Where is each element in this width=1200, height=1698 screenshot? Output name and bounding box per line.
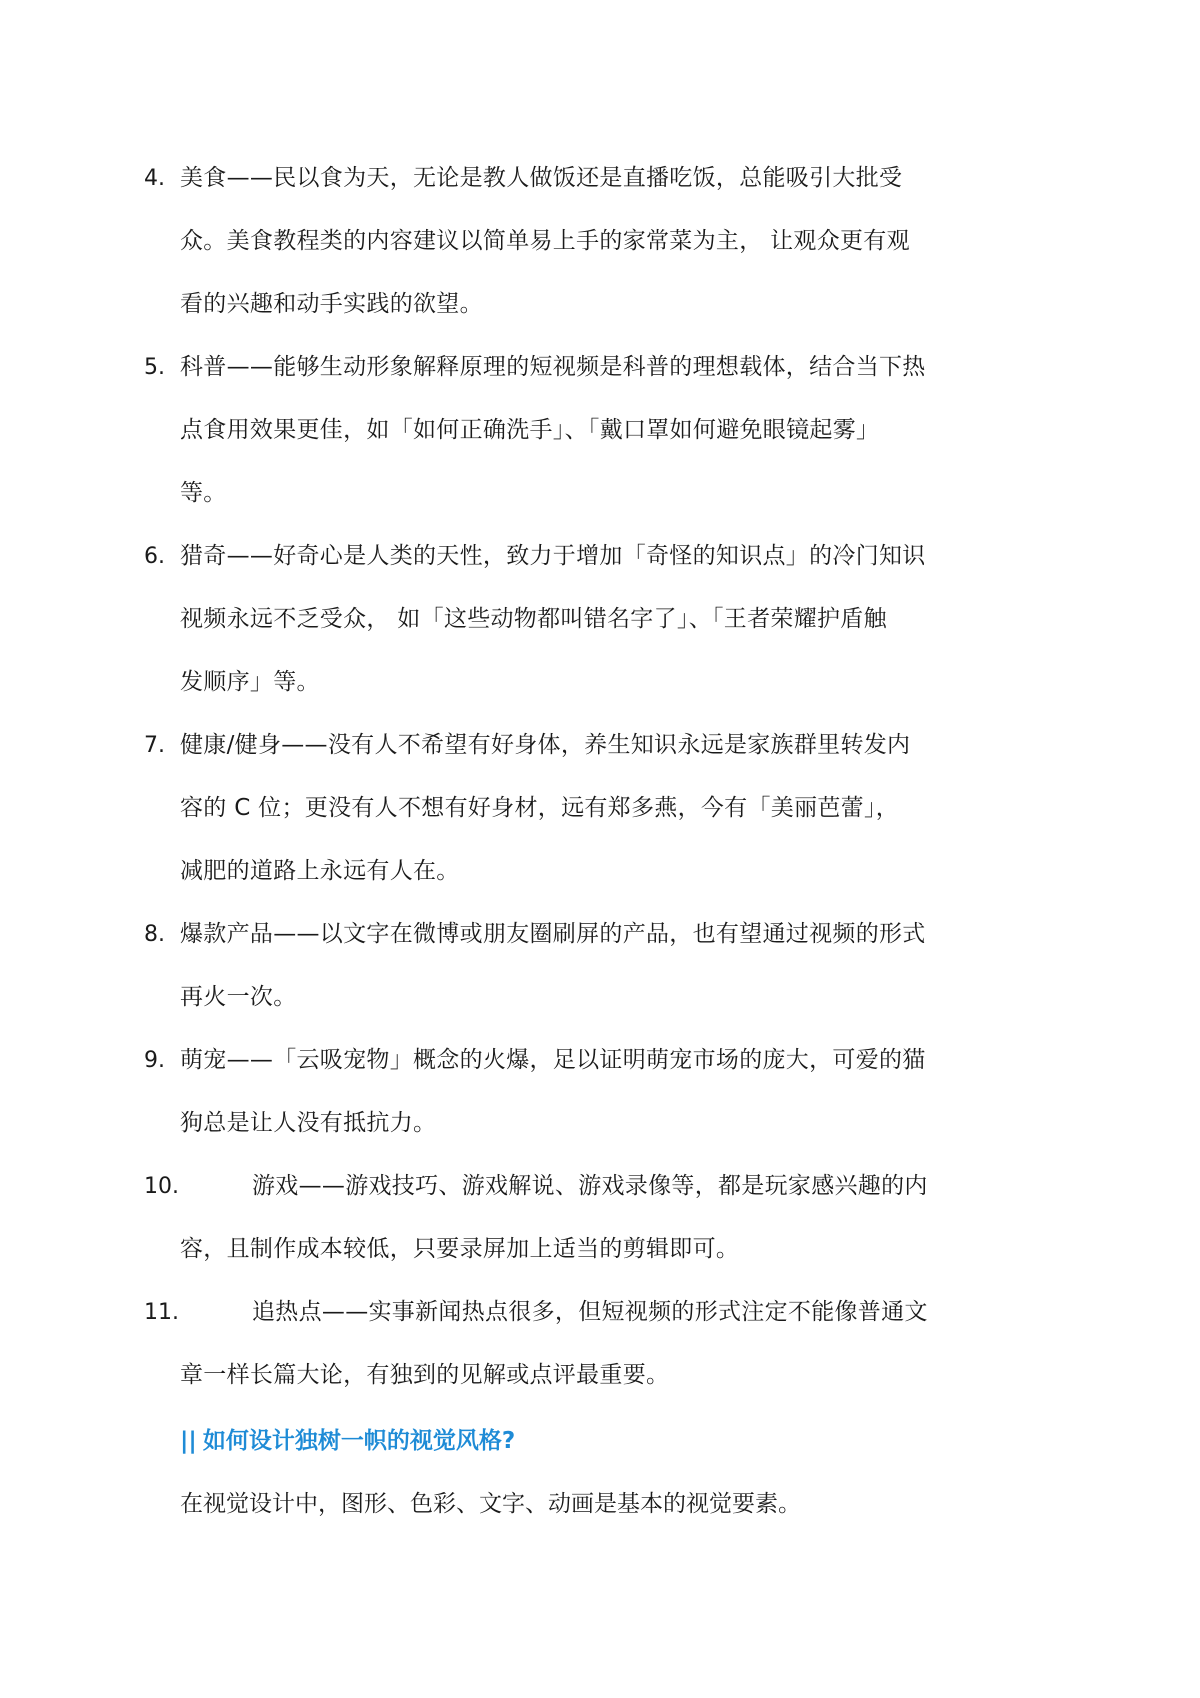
list-item-text-line: 猎奇——好奇心是人类的天性，致力于增加「奇怪的知识点」的冷门知识 — [180, 543, 926, 569]
list-item-text-line: 点食用效果更佳，如「如何正确洗手」、「戴口罩如何避免眼镜起雾」 — [180, 417, 880, 443]
list-number: 10. — [144, 1174, 179, 1199]
list-number: 7. — [144, 733, 165, 758]
list-item-text-line: 追热点——实事新闻热点很多，但短视频的形式注定不能像普通文 — [252, 1299, 928, 1325]
list-item-text-line: 游戏——游戏技巧、游戏解说、游戏录像等，都是玩家感兴趣的内 — [252, 1173, 928, 1199]
list-item-text-line: 发顺序」等。 — [180, 669, 320, 695]
numbered-list — [0, 147, 1200, 1407]
list-item-text-line: 狗总是让人没有抵抗力。 — [180, 1110, 437, 1136]
list-item-text-line: 再火一次。 — [180, 984, 297, 1010]
list-item-6 — [0, 525, 1200, 714]
list-number: 6. — [144, 544, 165, 569]
heading-marker: || — [180, 1428, 197, 1454]
list-number: 9. — [144, 1048, 165, 1073]
list-item-text-line: 众。美食教程类的内容建议以简单易上手的家常菜为主， 让观众更有观 — [180, 228, 910, 254]
list-item-4 — [0, 147, 1200, 336]
list-item-text-line: 萌宠——「云吸宠物」概念的火爆，足以证明萌宠市场的庞大，可爱的猫 — [180, 1047, 926, 1073]
list-item-8 — [0, 903, 1200, 1029]
list-item-text-line: 等。 — [180, 480, 227, 506]
list-item-11 — [0, 1281, 1200, 1407]
list-number: 4. — [144, 166, 165, 191]
body-paragraph: 在视觉设计中，图形、色彩、文字、动画是基本的视觉要素。 — [180, 1491, 801, 1517]
list-item-text-line: 美食——民以食为天，无论是教人做饭还是直播吃饭，总能吸引大批受 — [180, 165, 903, 191]
list-number: 8. — [144, 922, 165, 947]
list-item-10 — [0, 1155, 1200, 1281]
list-item-5 — [0, 336, 1200, 525]
list-item-text-line: 容，且制作成本较低，只要录屏加上适当的剪辑即可。 — [180, 1236, 740, 1262]
list-item-text-line: 视频永远不乏受众， 如「这些动物都叫错名字了」、「王者荣耀护盾触 — [180, 606, 887, 632]
list-item-text-line: 容的 C 位；更没有人不想有好身材，远有郑多燕，今有「美丽芭蕾」， — [180, 795, 900, 821]
list-item-text-line: 爆款产品——以文字在微博或朋友圈刷屏的产品，也有望通过视频的形式 — [180, 921, 926, 947]
list-item-text-line: 健康/健身——没有人不希望有好身体，养生知识永远是家族群里转发内 — [180, 732, 911, 758]
list-item-text-line: 减肥的道路上永远有人在。 — [180, 858, 460, 884]
heading-text: 如何设计独树一帜的视觉风格? — [202, 1428, 516, 1454]
list-number: 11. — [144, 1300, 179, 1325]
list-item-text-line: 看的兴趣和动手实践的欲望。 — [180, 291, 483, 317]
list-item-9 — [0, 1029, 1200, 1155]
list-item-7 — [0, 714, 1200, 903]
section-heading — [180, 1411, 1030, 1471]
list-item-text-line: 章一样长篇大论，有独到的见解或点评最重要。 — [180, 1362, 670, 1388]
list-item-text-line: 科普——能够生动形象解释原理的短视频是科普的理想载体，结合当下热 — [180, 354, 926, 380]
list-number: 5. — [144, 355, 165, 380]
